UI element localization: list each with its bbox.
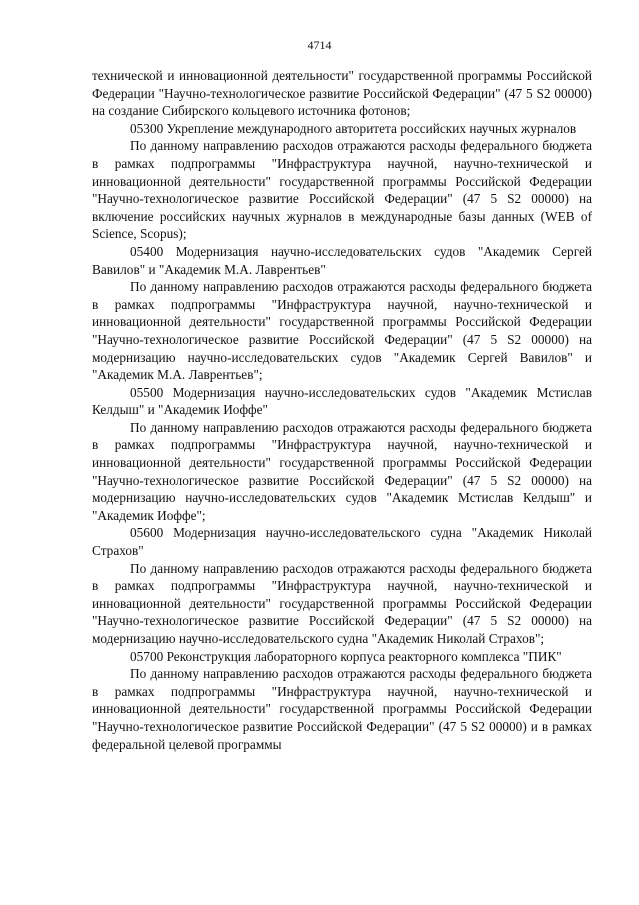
paragraph-continuation: технической и инновационной деятельности" государственной программы Российской Федерации "Научно-технологическое развитие Российской Федерации" (47 5 S2 00000) на создание Сибирского кольцевого источника фотонов; — [92, 68, 592, 119]
paragraph-05600-description: По данному направлению расходов отражаются расходы федерального бюджета в рамках подпрограммы "Инфраструктура научной, научно-технической и инновационной деятельности" государственной программы Российской Федерации "Научно-технологическое развитие Российской Федерации" (47 5 S2 00000) на модернизацию научно-исследовательского судна "Академик Николай Страхов"; — [92, 560, 592, 646]
paragraph-05300-description: По данному направлению расходов отражаются расходы федерального бюджета в рамках подпрограммы "Инфраструктура научной, научно-технической и инновационной деятельности" государственной программы Российской Федерации "Научно-технологическое развитие Российской Федерации" (47 5 S2 00000) на включение российских научных журналов в международные базы данных (WEB of Science, Scopus); — [92, 138, 592, 242]
paragraph-05400-description: По данному направлению расходов отражаются расходы федерального бюджета в рамках подпрограммы "Инфраструктура научной, научно-технической и инновационной деятельности" государственной программы Российской Федерации "Научно-технологическое развитие Российской Федерации" (47 5 S2 00000) на модернизацию научно-исследовательских судов "Академик Сергей Вавилов" и "Академик М.А. Лаврентьев"; — [92, 279, 592, 383]
section-heading-05300: 05300 Укрепление международного авторитета российских научных журналов — [130, 120, 577, 136]
paragraph-05700-description: По данному направлению расходов отражаются расходы федерального бюджета в рамках подпрограммы "Инфраструктура научной, научно-технической и инновационной деятельности" государственной программы Российской Федерации "Научно-технологическое развитие Российской Федерации" (47 5 S2 00000) и в рамках федеральной целевой программы — [92, 666, 592, 752]
section-heading-05600: 05600 Модернизация научно-исследовательского судна "Академик Николай Страхов" — [92, 525, 592, 559]
document-body — [92, 67, 592, 753]
section-heading-05700: 05700 Реконструкция лабораторного корпуса реакторного комплекса "ПИК" — [130, 648, 562, 664]
section-heading-05400: 05400 Модернизация научно-исследовательских судов "Академик Сергей Вавилов" и "Академик М.А. Лаврентьев" — [92, 243, 592, 277]
page-number: 4714 — [307, 38, 332, 52]
section-heading-05500: 05500 Модернизация научно-исследовательских судов "Академик Мстислав Келдыш" и "Академик Иоффе" — [92, 384, 592, 418]
paragraph-05500-description: По данному направлению расходов отражаются расходы федерального бюджета в рамках подпрограммы "Инфраструктура научной, научно-технической и инновационной деятельности" государственной программы Российской Федерации "Научно-технологическое развитие Российской Федерации" (47 5 S2 00000) на модернизацию научно-исследовательских судов "Академик Мстислав Келдыш" и "Академик Иоффе"; — [92, 419, 592, 523]
